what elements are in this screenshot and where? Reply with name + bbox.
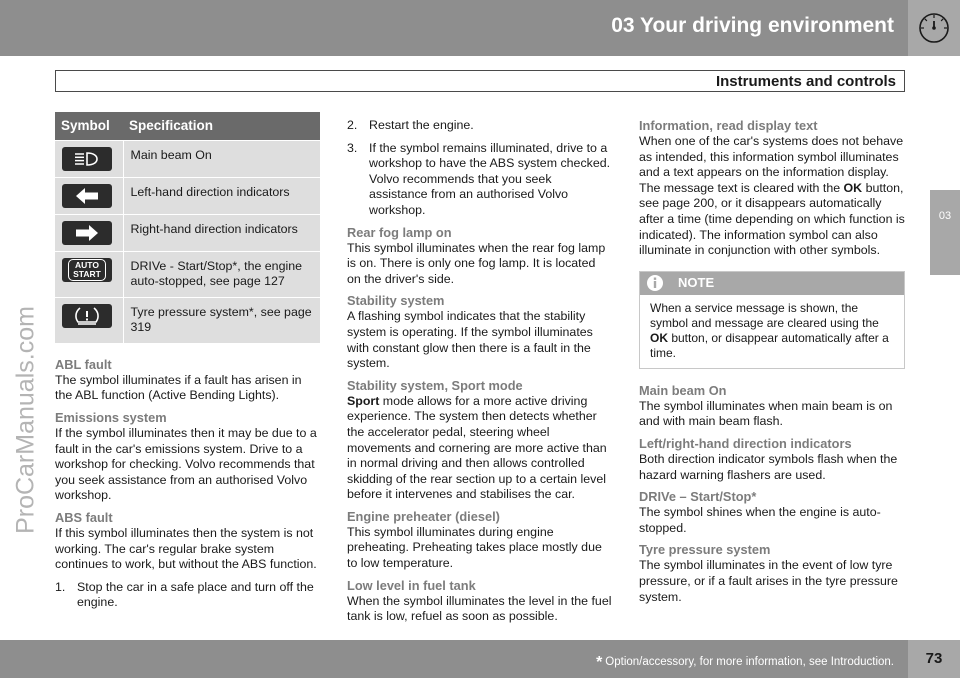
main-beam-icon	[72, 150, 102, 168]
gauge-badge	[908, 0, 960, 56]
heading-abs-fault: ABS fault	[55, 510, 113, 526]
heading-drive-start-stop: DRIVe – Start/Stop*	[639, 489, 757, 505]
paragraph-direction-indicators: Both direction indicator symbols flash when the hazard warning flashers are used.	[639, 451, 898, 482]
table-row	[55, 140, 320, 177]
paragraph-abl-fault: The symbol illuminates if a fault has arisen in the ABL function (Active Bending Lights).	[55, 372, 302, 403]
note-title: NOTE	[678, 275, 715, 291]
column-2	[347, 118, 612, 625]
section-title-box	[55, 70, 905, 92]
section-title: Instruments and controls	[715, 73, 896, 90]
table-row	[55, 214, 320, 251]
table-row	[55, 251, 320, 297]
heading-low-fuel: Low level in fuel tank	[347, 577, 476, 593]
auto-start-icon: AUTO START	[68, 259, 106, 281]
table-cell-spec: DRIVe - Start/Stop*, the engine auto-stopped, see page 127	[123, 251, 320, 297]
heading-emissions-system: Emissions system	[55, 410, 167, 426]
table-header-spec: Specification	[123, 112, 320, 140]
heading-abl-fault: ABL fault	[55, 356, 112, 372]
heading-main-beam: Main beam On	[639, 382, 727, 398]
chapter-side-tab: 03	[930, 190, 960, 275]
list-item: 2. Restart the engine.	[347, 118, 474, 132]
footer-note: * Option/accessory, for more information, see Introduction.	[596, 654, 894, 671]
heading-tyre-pressure: Tyre pressure system	[639, 542, 771, 558]
note-header	[640, 272, 904, 295]
list-item: 3. If the symbol remains illuminated, drive to a workshop to have the ABS system checked. Volvo recommends that you seek assistance from an authorised Volvo workshop.	[347, 140, 611, 217]
heading-information-display: Information, read display text	[639, 118, 818, 133]
heading-sport-mode: Stability system, Sport mode	[347, 377, 523, 393]
paragraph-abs-fault: If this symbol illuminates then the system is not working. The car's regular brake system continues to work, but without the ABS function.	[55, 526, 317, 572]
paragraph-rear-fog-lamp: This symbol illuminates when the rear fog lamp is on. There is only one fog lamp. It is located on the driver's side.	[347, 240, 606, 286]
abs-steps-list-continued	[347, 118, 612, 219]
paragraph-main-beam: The symbol illuminates when main beam is on and with main beam flash.	[639, 398, 893, 429]
table-row	[55, 177, 320, 214]
right-arrow-icon	[74, 224, 100, 242]
left-arrow-icon	[74, 187, 100, 205]
note-body: When a service message is shown, the symbol and message are cleared using the OK button, or disappear automatically after a time.	[640, 295, 904, 368]
watermark: ProCarManuals.com	[11, 306, 40, 534]
column-1	[55, 112, 320, 611]
paragraph-engine-preheater: This symbol illuminates during engine preheating. Preheating takes place mostly due to low temperature.	[347, 524, 602, 571]
chapter-title: 03 Your driving environment	[611, 14, 894, 37]
paragraph-stability-system: A flashing symbol indicates that the stability system is operating. If the symbol illuminates with constant glow then there is a fault in the system.	[347, 309, 593, 371]
heading-engine-preheater: Engine preheater (diesel)	[347, 508, 500, 524]
paragraph-sport-mode: Sport mode allows for a more active driving experience. The system then detects whether the accelerator pedal, steering wheel movements and cornering are more active than in normal driving and then allows controlled skidding of the rear section up to a certain level before it intervenes and stabilises the car.	[347, 393, 607, 502]
info-icon	[646, 274, 664, 292]
list-item: 1. Stop the car in a safe place and turn off the engine.	[55, 579, 314, 610]
heading-rear-fog-lamp: Rear fog lamp on	[347, 224, 452, 240]
symbol-table	[55, 112, 320, 343]
table-cell-spec: Right-hand direction indicators	[123, 214, 320, 251]
note-box	[639, 271, 905, 369]
footer-bar	[0, 640, 960, 678]
table-row	[55, 297, 320, 343]
table-header-symbol: Symbol	[55, 112, 123, 140]
paragraph-tyre-pressure: The symbol illuminates in the event of low tyre pressure, or if a fault arises in the tyre pressure system.	[639, 558, 898, 604]
abs-steps-list	[55, 580, 320, 611]
tyre-pressure-icon	[72, 306, 102, 326]
table-cell-spec: Left-hand direction indicators	[123, 177, 320, 214]
header-bar	[0, 0, 960, 56]
page-number: 73	[908, 640, 960, 678]
paragraph-information-display: When one of the car's systems does not behave as intended, this information symbol illuminates and a text appears on the information display. The message text is cleared with the OK button, see page 200, or it disappears automatically after a time (time depending on which function is indicated). The information symbol can also illuminate in conjunction with other symbols.	[639, 134, 905, 258]
paragraph-drive-start-stop: The symbol shines when the engine is auto-stopped.	[639, 505, 881, 535]
heading-stability-system: Stability system	[347, 293, 445, 309]
paragraph-emissions-system: If the symbol illuminates then it may be due to a fault in the car's emissions system. Drive to a workshop for checking. Volvo recommends that you seek assistance from an authorised Volvo workshop.	[55, 426, 317, 503]
table-cell-spec: Main beam On	[123, 140, 320, 177]
table-cell-spec: Tyre pressure system*, see page 319	[123, 297, 320, 343]
gauge-icon	[917, 11, 951, 45]
paragraph-low-fuel: When the symbol illuminates the level in the fuel tank is low, refuel as soon as possible.	[347, 593, 612, 624]
heading-direction-indicators: Left/right-hand direction indicators	[639, 435, 852, 451]
column-3	[639, 118, 905, 605]
